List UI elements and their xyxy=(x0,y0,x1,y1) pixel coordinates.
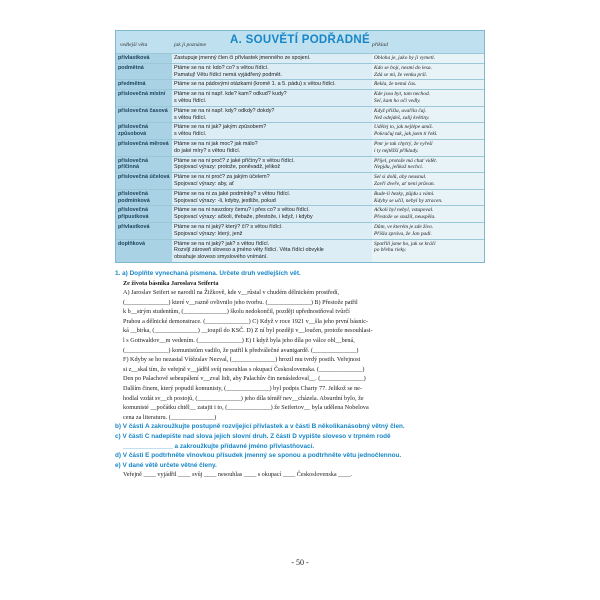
how-line: Ptáme se na ni navzdory čemu? i přes co? s větou řídící. xyxy=(174,207,310,214)
clause-how xyxy=(172,106,372,123)
table-row xyxy=(116,80,484,90)
exercise xyxy=(115,269,485,480)
clause-type: příslovečná měrová xyxy=(116,139,172,156)
example-line: Ačkoli byl nebyl, vstupoval. xyxy=(374,207,434,214)
clause-type: příslovečná přípustková xyxy=(116,206,172,223)
example-line: i ty nejtěžší příklady. xyxy=(374,147,419,154)
exercise-line: Den po Palachově sebeupálení v__zval lidi, aby Palachův čin nenásledoval__. (______________) xyxy=(123,375,366,383)
page xyxy=(115,30,485,480)
example-line: Zdá se mi, že venku prší. xyxy=(374,71,428,78)
table-row xyxy=(116,156,484,173)
question-1c-cont: ______________ a zakroužkujte přídavné jméno přivlastňovací. xyxy=(123,442,315,450)
example-line: po břehu rieky. xyxy=(374,247,407,254)
exercise-line: cena za literaturu. (______________) xyxy=(123,413,217,421)
exercise-text xyxy=(115,288,485,422)
example-line: Řekla, že nemá čas. xyxy=(374,81,417,88)
table-row xyxy=(116,222,484,239)
clause-example xyxy=(372,239,484,262)
clause-example xyxy=(372,189,484,206)
how-line: s větou řídící. xyxy=(174,97,207,104)
example-line: Zavři dveře, ať není průvan. xyxy=(374,180,435,187)
example-line: Kde jsou byt, tam nechod. xyxy=(374,91,430,98)
example-line: Pokračuj tak, jak jsem ti řekl. xyxy=(374,131,438,138)
exercise-line: si z__skal tím, že veřejně v__jádřil svůj nesouhlas s okupací Československa. (______________) xyxy=(123,365,365,373)
exercise-subtitle: Ze života básníka Jaroslava Seiferta xyxy=(123,279,219,287)
question-1e: e) V dané větě určete větné členy. xyxy=(115,461,217,469)
clause-example xyxy=(372,90,484,107)
how-line: Pamatuj! Větu řídící nemá vyjádřený podmět. xyxy=(174,71,282,78)
clause-example xyxy=(372,206,484,223)
clause-type: doplňková xyxy=(116,239,172,262)
clause-example xyxy=(372,139,484,156)
clause-type: příslovečná místní xyxy=(116,90,172,107)
how-line: Ptáme se na ni jak moc? jak málo? xyxy=(174,140,258,147)
clause-how xyxy=(172,80,372,90)
example-line: Než odejdeš, zalij květiny. xyxy=(374,114,430,121)
exercise-line: hodlal vzdát sv__ch postojů, (______________) jeho díla téměř nev__cházela. Absurdní bylo, že xyxy=(123,394,364,402)
exercise-line: (______________) komunistům vadilo, že patřil k předválečné avantgardě. (______________) xyxy=(123,346,359,354)
clause-how xyxy=(172,222,372,239)
clause-how xyxy=(172,54,372,64)
example-line: Přestože se snažil, neuspěla. xyxy=(374,214,436,221)
how-line: Spojovací výrazy: protože, poněvadž, jelikož xyxy=(174,164,281,171)
how-line: Ptáme se na ni proč? z jaké příčiny? s větou řídící. xyxy=(174,157,295,164)
table-row xyxy=(116,239,484,262)
example-line: Bude-li hezky, půjdu s vámi. xyxy=(374,190,435,197)
clause-example xyxy=(372,80,484,90)
how-line: Ptáme se na ni jaký? jak? s větou řídící. xyxy=(174,240,270,247)
clause-example xyxy=(372,156,484,173)
exercise-line: Dalším činem, který popudil komunisty, (______________) byl podpis Charty 77. Jelikož se ne- xyxy=(123,385,362,393)
example-line: Šel, kam ho oči vedly. xyxy=(374,97,421,104)
example-line: Kdyby se učil, nebyl by ztracen. xyxy=(374,197,443,204)
example-line: Přišla zpráva, že Jan padl. xyxy=(374,230,432,237)
clause-how xyxy=(172,206,372,223)
clause-type: příslovečná příčinná xyxy=(116,156,172,173)
example-line: Obloha je, jako by ji vymetl. xyxy=(374,55,435,61)
clause-type: podmětná xyxy=(116,63,172,80)
exercise-line: (______________) které v__razně ovlivnilo jeho tvorbu. (______________) B) Přestože patřil xyxy=(123,298,358,306)
clause-type: přívlastková xyxy=(116,222,172,239)
clause-type: příslovečná účelová xyxy=(116,173,172,190)
table-row xyxy=(116,106,484,123)
clause-how xyxy=(172,156,372,173)
how-line: Ptáme se na ni proč? za jakým účelem? xyxy=(174,174,270,181)
how-line: Zastupuje jmenný člen či přívlastek jmenného ze spojení. xyxy=(174,55,311,61)
clause-type: přívlastková xyxy=(116,54,172,64)
clause-example xyxy=(372,123,484,140)
clause-how xyxy=(172,90,372,107)
how-line: Ptáme se na ni za jaké podmínky? s větou řídící. xyxy=(174,190,291,197)
column-header-type: vedlejší věta xyxy=(120,42,148,48)
table-row xyxy=(116,206,484,223)
how-line: s větou řídící. xyxy=(174,131,207,138)
column-header-how: jak ji poznáme xyxy=(174,42,207,48)
how-line: Ptáme se na ni např. kdy? odkdy? dokdy? xyxy=(174,107,275,114)
exercise-line: l s Gottwaldov__m vedením. (______________) E) I když byla jeho díla po válce obl__bená, xyxy=(123,337,355,345)
clause-type: příslovečná časová xyxy=(116,106,172,123)
how-line: Ptáme se na ni: kdo? co? s větou řídící. xyxy=(174,64,269,71)
exercise-line: A) Jaroslav Seifert se narodil na Žižkově, kde v__růstal v chudém dělnickém prostředí, xyxy=(123,289,340,297)
example-line: Když přišla, uvařila čaj. xyxy=(374,107,427,114)
exercise-line: Prahou a dělnické demonstrace. (______________) C) Když v roce 1921 v__šla jeho první básnic- xyxy=(123,317,369,325)
table-row xyxy=(116,90,484,107)
how-line: Spojovací výrazy: -li, kdyby, jestliže, pokud xyxy=(174,197,276,204)
question-1d: d) V části E podtrhněte vlnovkou přísudek jmenný se sponou a podtrhněte větu jednočlennou. xyxy=(115,452,402,460)
question-1c: c) V části C nadepište nad slova jejich slovní druh. Z části D vypište sloveso v trpném rodě xyxy=(115,433,391,441)
exercise-line: k b__strým studentům, (______________) školu nedokončil, později upřednostňoval tvůrčí xyxy=(123,308,350,316)
how-line: Ptáme se na ni např. kde? kam? odkud? kudy? xyxy=(174,91,287,98)
clause-type: příslovečná podmínková xyxy=(116,189,172,206)
clause-example xyxy=(372,63,484,80)
example-line: Dům, ve kterém je zde živo. xyxy=(374,223,434,230)
column-header-example: příklad xyxy=(372,42,388,48)
grammar-table xyxy=(115,30,485,263)
clause-how xyxy=(172,123,372,140)
page-number: - 50 - xyxy=(291,558,309,567)
table-row xyxy=(116,173,484,190)
example-line: Šel si dolů, aby neusnul. xyxy=(374,174,427,181)
example-line: Nepjdu, jelikož nechci. xyxy=(374,164,424,171)
how-line: Spojovací výrazy: aby, ať xyxy=(174,180,235,187)
how-line: Spojovací výrazy: který, jenž xyxy=(174,230,243,237)
table-title: A. SOUVĚTÍ PODŘADNÉ xyxy=(230,34,370,46)
example-line: Spatřili jsme ho, jak se kráčí xyxy=(374,240,436,247)
clause-how xyxy=(172,239,372,262)
exercise-line: F) Kdyby se ho nezastal Vítězslav Nezval, (______________) hrozil mu tvrdý postih. Veřejnost xyxy=(123,356,361,364)
example-line: Udělej to, jak nejlépe umíš. xyxy=(374,124,433,131)
exercise-line: komunisté __počátku chtěl__ zatajit i to, (______________) že Seifertov__ byla udělena Nobelova xyxy=(123,404,369,412)
table-row xyxy=(116,139,484,156)
how-line: obsahuje sloveso smyslového vnímání. xyxy=(174,254,268,261)
analysis-sentence: Veřejně ____ vyjádřil ____ svůj ____ nesouhlas ____ s okupací ____ Československa ____. xyxy=(123,471,353,479)
clause-how xyxy=(172,63,372,80)
clause-example xyxy=(372,106,484,123)
question-1: 1. a) Doplňte vynechaná písmena. Určete druh vedlejších vět. xyxy=(115,269,301,277)
exercise-line: ká __birka, (______________) __toupil do KSČ. D) Z ní byl později v__loučen, protože nesouhlasi- xyxy=(123,327,373,335)
how-line: s větou řídící. xyxy=(174,114,207,121)
table-row xyxy=(116,63,484,80)
question-1b: b) V části A zakroužkujte postupně rozvíjející přívlastek a v části B několikanásobný větný člen. xyxy=(115,423,405,431)
clause-how xyxy=(172,173,372,190)
table-row xyxy=(116,123,484,140)
clause-example xyxy=(372,173,484,190)
clause-how xyxy=(172,189,372,206)
table-title-row xyxy=(116,31,484,53)
example-line: Kdo se bojí, nesmí do lesa. xyxy=(374,64,432,71)
clause-table xyxy=(116,53,484,262)
how-line: Rozvíjí zároveň sloveso a jméno věty řídící. Věta řídící obvykle xyxy=(174,247,324,254)
clause-type: příslovečná způsobová xyxy=(116,123,172,140)
how-line: Ptáme se na ni jaký? který? čí? s větou řídící. xyxy=(174,223,283,230)
how-line: do jaké míry? s větou řídící. xyxy=(174,147,241,154)
how-line: Ptáme se na pádovými otázkami (kromě 1. a 5. pádu) s větou řídící. xyxy=(174,81,336,88)
clause-how xyxy=(172,139,372,156)
clause-example xyxy=(372,222,484,239)
how-line: Spojovací výrazy: ačkoli, třebaže, přestože, i když, i kdyby xyxy=(174,214,313,221)
example-line: Přijel, protože má chuť vidět. xyxy=(374,157,438,164)
clause-example xyxy=(372,54,484,64)
clause-type: předmětná xyxy=(116,80,172,90)
how-line: Ptáme se na ni jak? jakým způsobem? xyxy=(174,124,267,131)
table-row xyxy=(116,54,484,64)
table-row xyxy=(116,189,484,206)
example-line: Pmr je tak chytrý, že vyřeší xyxy=(374,140,433,147)
